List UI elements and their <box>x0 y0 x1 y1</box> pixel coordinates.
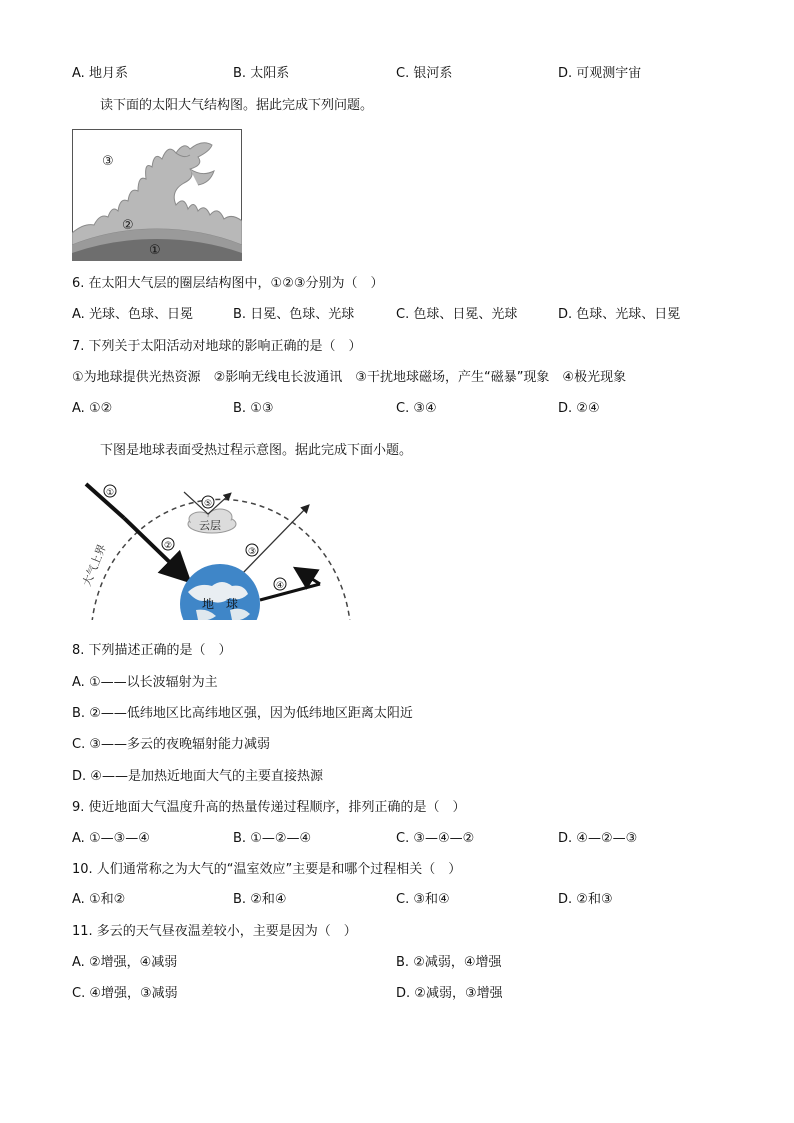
q9-option-a: A. ①—③—④ <box>72 831 150 846</box>
atmosphere-top-label: 大气上界 <box>80 542 109 589</box>
cloud-label: 云层 <box>199 519 221 532</box>
q7-option-d: D. ②④ <box>558 401 600 416</box>
q10-option-b: B. ②和④ <box>233 892 287 907</box>
q10-option-c: C. ③和④ <box>396 892 450 907</box>
label-corona: ③ <box>102 154 114 169</box>
q6-option-b: B. 日冕、色球、光球 <box>233 307 355 322</box>
q6-option-d: D. 色球、光球、日冕 <box>558 307 681 322</box>
q5-option-b: B. 太阳系 <box>233 66 290 81</box>
q11-option-a: A. ②增强，④减弱 <box>72 955 178 970</box>
q10-option-a: A. ①和② <box>72 892 126 907</box>
arrow-3 <box>240 506 308 576</box>
q8-stem: 8. 下列描述正确的是（ ） <box>72 643 232 658</box>
marker-2: ② <box>163 541 173 551</box>
label-chromosphere: ② <box>122 218 134 233</box>
q9-option-b: B. ①—②—④ <box>233 831 312 846</box>
q6-option-a: A. 光球、色球、日冕 <box>72 307 193 322</box>
marker-3: ③ <box>247 547 257 557</box>
q10-stem: 10. 人们通常称之为大气的“温室效应”主要是和哪个过程相关（ ） <box>72 862 462 877</box>
earth-globe <box>180 564 260 624</box>
q9-option-c: C. ③—④—② <box>396 831 475 846</box>
arrow-2 <box>124 518 186 578</box>
q7-option-b: B. ①③ <box>233 401 274 416</box>
q9-option-d: D. ④—②—③ <box>558 831 638 846</box>
q8-option-a: A. ①——以长波辐射为主 <box>72 675 218 690</box>
q7-stem: 7. 下列关于太阳活动对地球的影响正确的是（ ） <box>72 339 362 354</box>
arrow-4 <box>260 584 320 600</box>
marker-1: ① <box>105 488 115 498</box>
heating-process-diagram <box>72 474 362 624</box>
q8-option-c: C. ③——多云的夜晚辐射能力减弱 <box>72 737 271 752</box>
q11-option-d: D. ②减弱，③增强 <box>396 986 503 1001</box>
q6-stem: 6. 在太阳大气层的圈层结构图中，①②③分别为（ ） <box>72 276 384 291</box>
q11-option-b: B. ②减弱，④增强 <box>396 955 502 970</box>
q10-option-d: D. ②和③ <box>558 892 613 907</box>
q7-option-c: C. ③④ <box>396 401 437 416</box>
q5-option-c: C. 银河系 <box>396 66 453 81</box>
q5-option-d: D. 可观测宇宙 <box>558 66 642 81</box>
solar-atmosphere-figure <box>72 129 242 261</box>
q5-option-a: A. 地月系 <box>72 66 128 81</box>
intro-solar-atmosphere: 读下面的太阳大气结构图。据此完成下列问题。 <box>100 98 374 113</box>
q8-option-d: D. ④——是加热近地面大气的主要直接热源 <box>72 769 323 784</box>
q6-option-c: C. 色球、日冕、光球 <box>396 307 518 322</box>
q11-stem: 11. 多云的天气昼夜温差较小，主要是因为（ ） <box>72 924 357 939</box>
q7-statements: ①为地球提供光热资源 ②影响无线电长波通讯 ③干扰地球磁场，产生“磁暴”现象 ④极光现象 <box>72 370 627 385</box>
q7-option-a: A. ①② <box>72 401 113 416</box>
heating-process-figure <box>72 474 362 624</box>
intro-heating-process: 下图是地球表面受热过程示意图。据此完成下面小题。 <box>100 443 413 458</box>
q11-option-c: C. ④增强，③减弱 <box>72 986 178 1001</box>
label-photosphere: ① <box>149 243 161 258</box>
earth-label: 地 球 <box>201 597 239 611</box>
solar-atmosphere-diagram <box>72 129 242 261</box>
marker-4: ④ <box>275 581 285 591</box>
q8-option-b: B. ②——低纬地区比高纬地区强，因为低纬地区距离太阳近 <box>72 706 413 721</box>
q9-stem: 9. 使近地面大气温度升高的热量传递过程顺序，排列正确的是（ ） <box>72 800 466 815</box>
marker-5: ⑤ <box>203 499 213 509</box>
